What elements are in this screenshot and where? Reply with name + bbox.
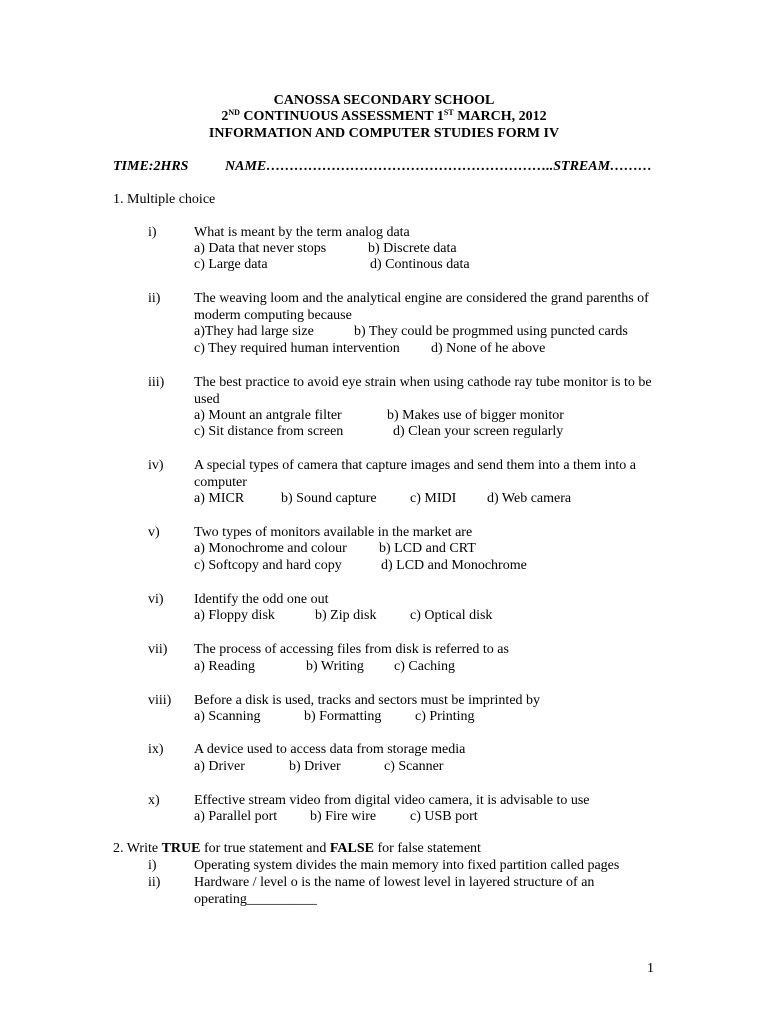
option-c: c) USB port: [410, 809, 478, 824]
option-a: a) Floppy disk: [194, 608, 275, 623]
option-b: b) They could be progmmed using puncted cards: [354, 324, 628, 339]
option-c: c) Large data: [194, 257, 268, 272]
option-c: c) Optical disk: [410, 608, 493, 623]
question-number: iv): [148, 458, 164, 473]
option-d: d) Clean your screen regularly: [393, 424, 564, 439]
question-number: v): [148, 525, 160, 540]
option-b: b) Formatting: [304, 709, 382, 724]
question-number: viii): [148, 693, 172, 708]
statement-text: Operating system divides the main memory into fixed partition called pages: [194, 858, 620, 873]
option-c: c) Sit distance from screen: [194, 424, 344, 439]
option-a: a) Scanning: [194, 709, 261, 724]
question-number: vii): [148, 642, 168, 657]
question-text: A device used to access data from storage media: [194, 742, 466, 757]
section1-title: 1. Multiple choice: [113, 192, 216, 207]
statement-number: i): [148, 858, 157, 873]
name-stream-field: NAME……………………………………………………..STREAM………: [225, 159, 653, 174]
school-name: CANOSSA SECONDARY SCHOOL: [273, 93, 495, 108]
question-number: x): [148, 793, 160, 808]
question-text: A special types of camera that capture images and send them into a them into a computer: [194, 458, 637, 490]
option-b: b) Makes use of bigger monitor: [387, 408, 564, 423]
subject-title: INFORMATION AND COMPUTER STUDIES FORM IV: [208, 126, 560, 141]
question-text: Identify the odd one out: [194, 592, 329, 607]
option-d: d) Continous data: [370, 257, 470, 272]
section2-mid: for true statement and: [200, 841, 330, 856]
option-a: a) Parallel port: [194, 809, 278, 824]
option-c: c) Softcopy and hard copy: [194, 558, 342, 573]
option-b: b) Writing: [306, 659, 364, 674]
option-c: c) Scanner: [384, 759, 444, 774]
option-b: b) LCD and CRT: [379, 541, 476, 556]
statement-text: Hardware / level o is the name of lowest level in layered structure of an operating__________: [194, 875, 595, 907]
time-label: TIME:2HRS: [113, 159, 189, 174]
option-a: a) MICR: [194, 491, 245, 506]
option-b: b) Zip disk: [315, 608, 377, 623]
assessment-tail: MARCH, 2012: [453, 109, 547, 124]
option-a: a) Reading: [194, 659, 256, 674]
section2-prefix: 2. Write: [113, 841, 162, 856]
question-text: The weaving loom and the analytical engine are considered the grand parenths of moderm computing because: [194, 291, 649, 323]
option-b: b) Discrete data: [368, 241, 457, 256]
section2-false-word: FALSE: [329, 841, 375, 856]
question-number: ii): [148, 291, 161, 306]
assessment-mid: CONTINUOUS ASSESSMENT 1: [239, 109, 444, 124]
option-c: c) Printing: [415, 709, 475, 724]
question-text: Before a disk is used, tracks and sectors must be imprinted by: [194, 693, 541, 708]
option-d: d) None of he above: [431, 341, 546, 356]
section2-suffix: for false statement: [374, 841, 481, 856]
section2-title: [113, 841, 481, 858]
option-b: b) Sound capture: [281, 491, 377, 506]
assessment-title: [0, 109, 768, 126]
question-number: iii): [148, 375, 165, 390]
assessment-num: 2: [221, 109, 229, 124]
option-a: a) Mount an antgrale filter: [194, 408, 342, 423]
option-a: a) Driver: [194, 759, 245, 774]
assessment-day-sup: ST: [443, 108, 454, 117]
statement-number: ii): [148, 875, 161, 890]
section2-true-word: TRUE: [161, 841, 201, 856]
option-d: d) LCD and Monochrome: [381, 558, 527, 573]
assessment-num-sup: ND: [228, 108, 240, 117]
option-c: c) They required human intervention: [194, 341, 400, 356]
option-d: d) Web camera: [487, 491, 572, 506]
question-number: i): [148, 225, 157, 240]
question-text: Two types of monitors available in the market are: [194, 525, 473, 540]
question-number: ix): [148, 742, 164, 757]
question-text: What is meant by the term analog data: [194, 225, 410, 240]
option-b: b) Driver: [289, 759, 341, 774]
page-number: 1: [647, 961, 654, 976]
question-text: Effective stream video from digital video camera, it is advisable to use: [194, 793, 590, 808]
option-b: b) Fire wire: [310, 809, 377, 824]
option-a: a) Monochrome and colour: [194, 541, 347, 556]
question-text: The best practice to avoid eye strain when using cathode ray tube monitor is to be used: [194, 375, 652, 407]
question-number: vi): [148, 592, 164, 607]
option-c: c) MIDI: [410, 491, 457, 506]
option-a: a) Data that never stops: [194, 241, 327, 256]
option-a: a)They had large size: [194, 324, 314, 339]
question-text: The process of accessing files from disk is referred to as: [194, 642, 509, 657]
option-c: c) Caching: [394, 659, 456, 674]
